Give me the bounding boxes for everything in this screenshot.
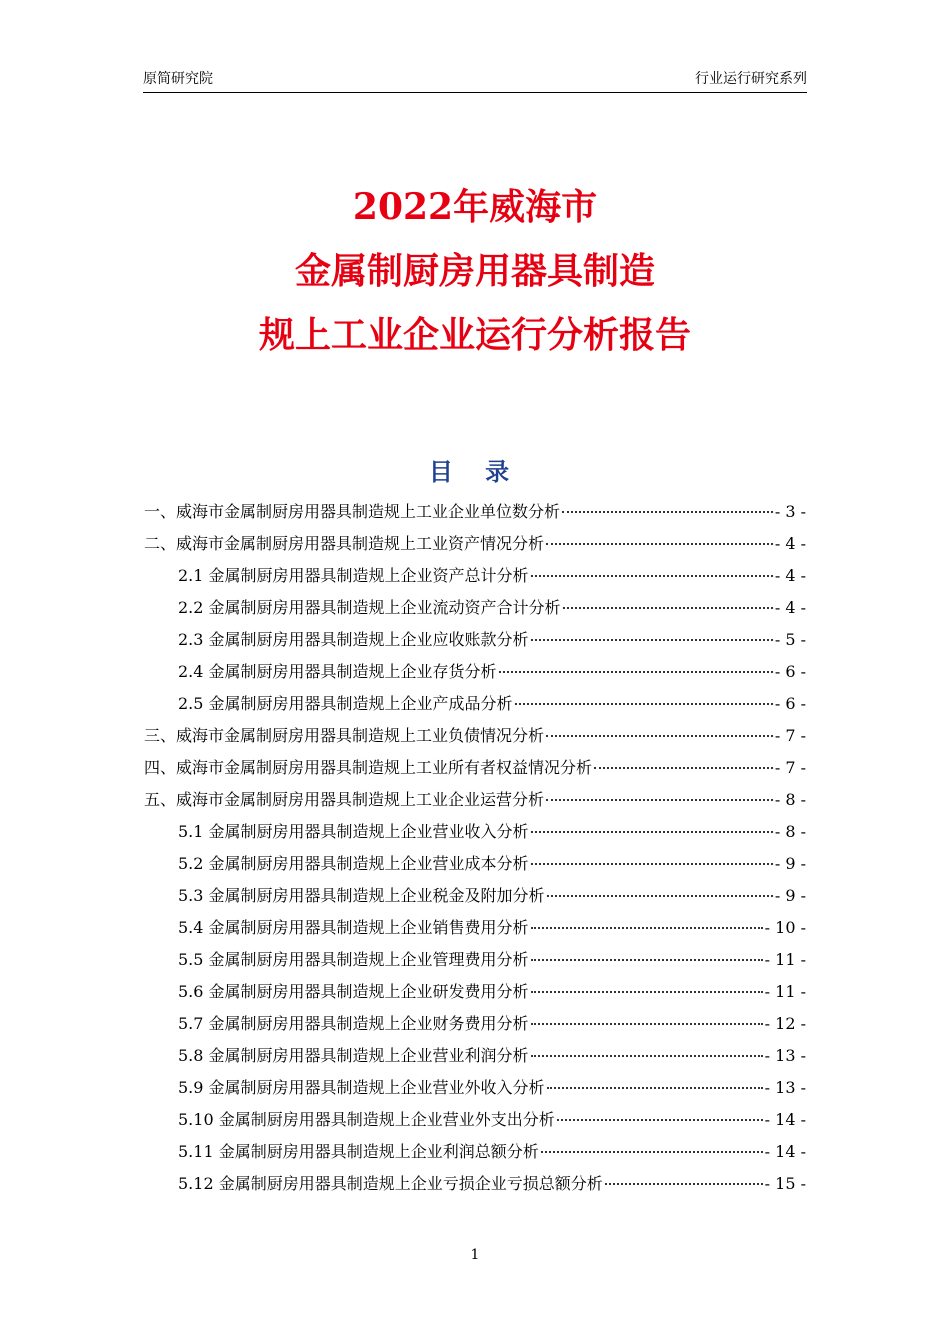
toc-entry-page: - 6 - [774, 662, 806, 681]
toc-entry-page: - 13 - [764, 1078, 806, 1097]
toc-entry-page: - 9 - [774, 854, 806, 873]
toc-entry-page: - 10 - [764, 918, 806, 937]
toc-entry-page: - 4 - [774, 566, 806, 585]
toc-entry-title: 2.5 金属制厨房用器具制造规上企业产成品分析 [178, 694, 513, 713]
toc-dot-leader [541, 1150, 763, 1153]
toc-entry[interactable] [144, 723, 806, 755]
title-line-3: 规上工业企业运行分析报告 [258, 314, 691, 356]
toc-dot-leader [546, 542, 773, 545]
toc-dot-leader [531, 958, 763, 961]
toc-entry[interactable] [144, 915, 806, 947]
toc-dot-leader [531, 990, 763, 993]
toc-entry-title: 二、威海市金属制厨房用器具制造规上工业资产情况分析 [144, 534, 545, 553]
toc-entry-page: - 7 - [774, 758, 806, 777]
toc-entry[interactable] [144, 787, 806, 819]
toc-entry[interactable] [144, 883, 806, 915]
header-org-name: 原简研究院 [143, 71, 213, 87]
document-title [0, 175, 950, 367]
toc-entry-page: - 6 - [774, 694, 806, 713]
toc-dot-leader [605, 1182, 763, 1185]
toc-entry-title: 2.2 金属制厨房用器具制造规上企业流动资产合计分析 [178, 598, 561, 617]
toc-heading: 目 录 [428, 458, 522, 486]
toc-entry-title: 5.4 金属制厨房用器具制造规上企业销售费用分析 [178, 918, 529, 937]
title-line-2: 金属制厨房用器具制造 [294, 250, 655, 292]
toc-dot-leader [531, 1022, 763, 1025]
toc-dot-leader [594, 766, 773, 769]
toc-entry[interactable] [144, 1011, 806, 1043]
toc-entry-page: - 8 - [774, 822, 806, 841]
toc-entry-page: - 3 - [774, 502, 806, 521]
toc-entry-title: 2.3 金属制厨房用器具制造规上企业应收账款分析 [178, 630, 529, 649]
toc-entry[interactable] [144, 755, 806, 787]
toc-entry-page: - 12 - [764, 1014, 806, 1033]
toc-entry[interactable] [144, 1107, 806, 1139]
toc-dot-leader [547, 894, 773, 897]
toc-entry-title: 一、威海市金属制厨房用器具制造规上工业企业单位数分析 [144, 502, 561, 521]
toc-entry[interactable] [144, 531, 806, 563]
toc-dot-leader [562, 510, 773, 513]
toc-entry[interactable] [144, 1075, 806, 1107]
page-header [143, 66, 807, 93]
toc-entry[interactable] [144, 499, 806, 531]
toc-entry-title: 5.3 金属制厨房用器具制造规上企业税金及附加分析 [178, 886, 545, 905]
toc-dot-leader [547, 1086, 763, 1089]
toc-entry-page: - 8 - [774, 790, 806, 809]
toc-entry-page: - 14 - [764, 1110, 806, 1129]
toc-entry-title: 5.12 金属制厨房用器具制造规上企业亏损企业亏损总额分析 [178, 1174, 603, 1193]
toc-entry-title: 5.6 金属制厨房用器具制造规上企业研发费用分析 [178, 982, 529, 1001]
toc-entry-title: 2.4 金属制厨房用器具制造规上企业存货分析 [178, 662, 497, 681]
toc-entry[interactable] [144, 1043, 806, 1075]
toc-dot-leader [515, 702, 773, 705]
toc-dot-leader [531, 830, 773, 833]
title-line-1: 2022年威海市 [352, 186, 598, 228]
toc-entry-page: - 13 - [764, 1046, 806, 1065]
toc-entry[interactable] [144, 979, 806, 1011]
toc-dot-leader [499, 670, 773, 673]
toc-entry-title: 五、威海市金属制厨房用器具制造规上工业企业运营分析 [144, 790, 545, 809]
toc-dot-leader [531, 638, 773, 641]
toc-entry[interactable] [144, 947, 806, 979]
toc-entry[interactable] [144, 563, 806, 595]
toc-entry-title: 四、威海市金属制厨房用器具制造规上工业所有者权益情况分析 [144, 758, 593, 777]
toc-entry-title: 5.9 金属制厨房用器具制造规上企业营业外收入分析 [178, 1078, 545, 1097]
toc-entry-page: - 14 - [764, 1142, 806, 1161]
toc-dot-leader [531, 1054, 763, 1057]
toc-entry-title: 5.10 金属制厨房用器具制造规上企业营业外支出分析 [178, 1110, 555, 1129]
header-series-name: 行业运行研究系列 [695, 71, 807, 87]
page-number: 1 [470, 1247, 480, 1263]
toc-entry[interactable] [144, 851, 806, 883]
toc-entry-title: 5.11 金属制厨房用器具制造规上企业利润总额分析 [178, 1142, 539, 1161]
toc-dot-leader [563, 606, 773, 609]
toc-entry[interactable] [144, 595, 806, 627]
toc-entry-page: - 11 - [764, 950, 806, 969]
toc-entry-title: 5.2 金属制厨房用器具制造规上企业营业成本分析 [178, 854, 529, 873]
toc-entry-page: - 11 - [764, 982, 806, 1001]
toc-entry[interactable] [144, 659, 806, 691]
toc-entry-page: - 4 - [774, 534, 806, 553]
toc-entry-page: - 7 - [774, 726, 806, 745]
toc-entry-title: 三、威海市金属制厨房用器具制造规上工业负债情况分析 [144, 726, 545, 745]
toc-entry[interactable] [144, 691, 806, 723]
toc-entry-title: 5.8 金属制厨房用器具制造规上企业营业利润分析 [178, 1046, 529, 1065]
toc-entry-page: - 4 - [774, 598, 806, 617]
toc-entry-title: 2.1 金属制厨房用器具制造规上企业资产总计分析 [178, 566, 529, 585]
toc-dot-leader [546, 734, 773, 737]
toc-entry[interactable] [144, 1171, 806, 1203]
toc-entry[interactable] [144, 627, 806, 659]
toc-entry-page: - 9 - [774, 886, 806, 905]
toc-entry-title: 5.1 金属制厨房用器具制造规上企业营业收入分析 [178, 822, 529, 841]
toc-entry-page: - 15 - [764, 1174, 806, 1193]
toc-entry-title: 5.7 金属制厨房用器具制造规上企业财务费用分析 [178, 1014, 529, 1033]
toc-entry-title: 5.5 金属制厨房用器具制造规上企业管理费用分析 [178, 950, 529, 969]
toc-dot-leader [531, 926, 763, 929]
toc-dot-leader [557, 1118, 763, 1121]
toc-entry[interactable] [144, 1139, 806, 1171]
table-of-contents [144, 499, 806, 1203]
toc-entry-page: - 5 - [774, 630, 806, 649]
toc-dot-leader [546, 798, 773, 801]
toc-dot-leader [531, 574, 773, 577]
toc-dot-leader [531, 862, 773, 865]
toc-entry[interactable] [144, 819, 806, 851]
